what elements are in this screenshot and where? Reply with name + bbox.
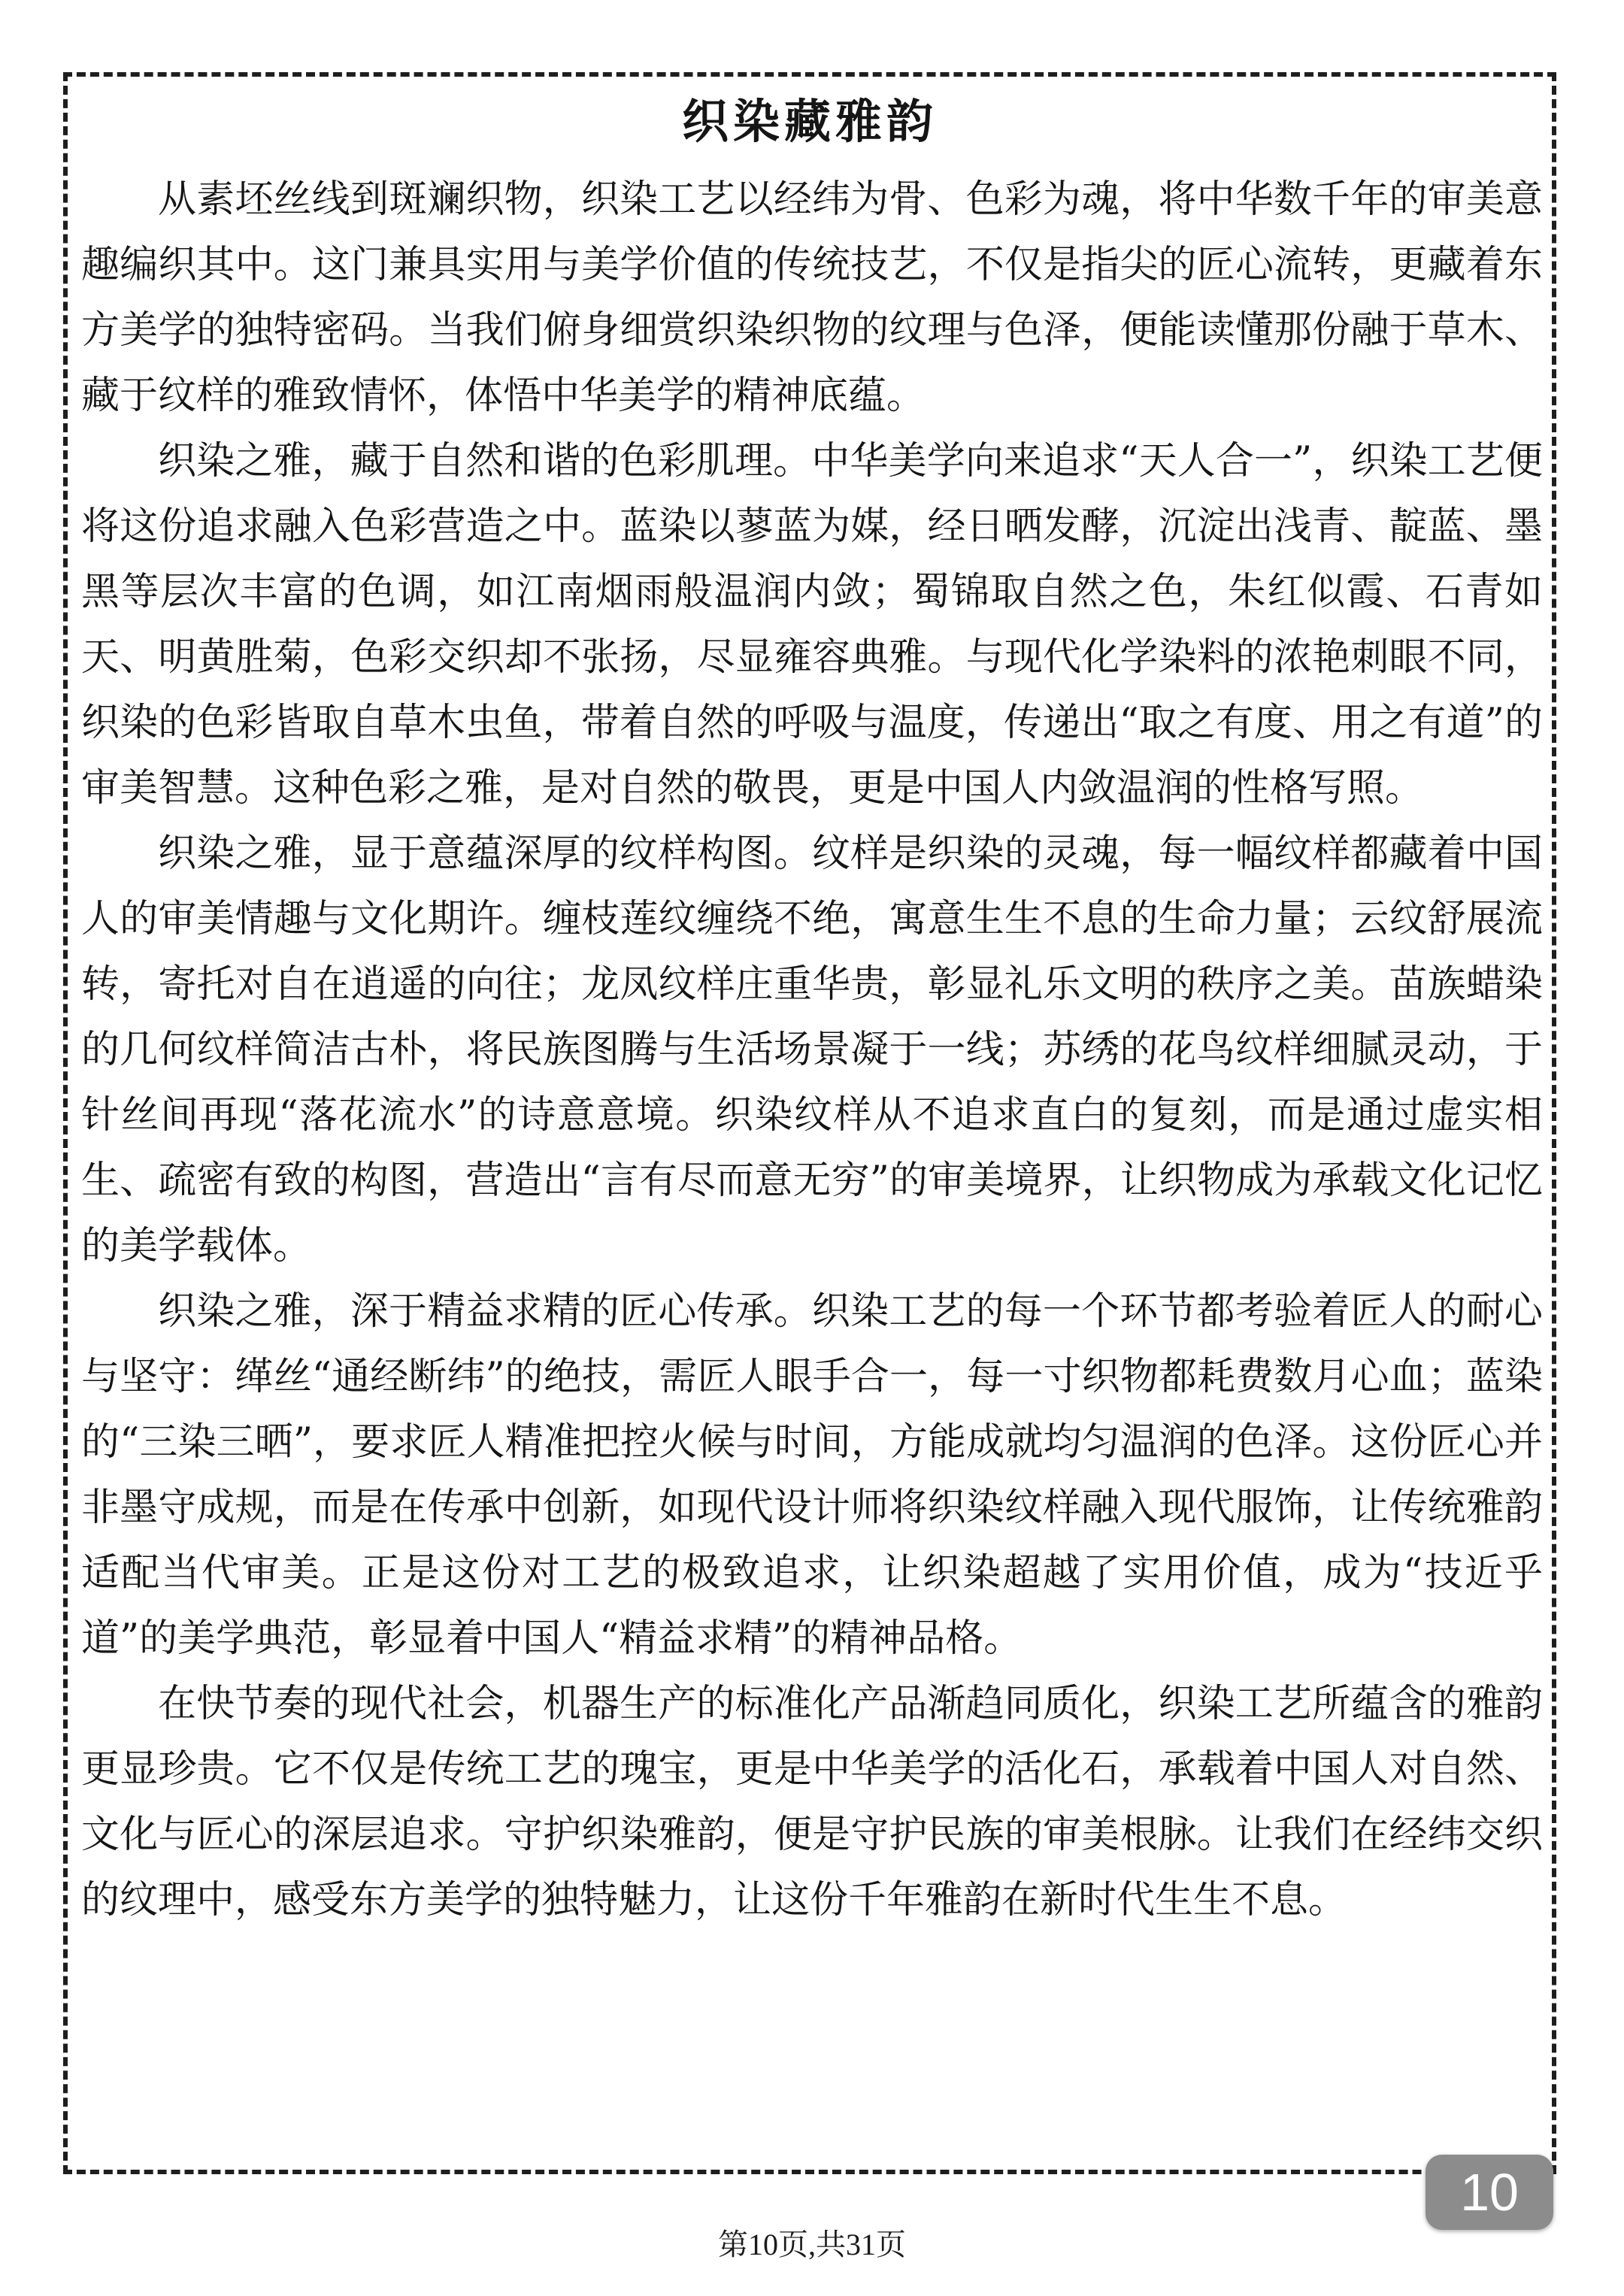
paragraph-3: 织染之雅，显于意蕴深厚的纹样构图。纹样是织染的灵魂，每一幅纹样都藏着中国人的审美情趣与文化期许。缠枝莲纹缠绕不绝，寓意生生不息的生命力量；云纹舒展流转，寄托对自在逍遥的向往；龙凤纹样庄重华贵，彰显礼乐文明的秩序之美。苗族蜡染的几何纹样简洁古朴，将民族图腾与生活场景凝于一线；苏绣的花鸟纹样细腻灵动，于针丝间再现“落花流水”的诗意意境。织染纹样从不追求直白的复刻，而是通过虚实相生、疏密有致的构图，营造出“言有尽而意无穷”的审美境界，让织物成为承载文化记忆的美学载体。 <box>81 831 1543 1268</box>
article-body <box>81 167 1543 1933</box>
page-footer: 第10页,共31页 <box>718 2228 906 2261</box>
page-title: 织染藏雅韵 <box>681 94 938 149</box>
paragraph-4: 织染之雅，深于精益求精的匠心传承。织染工艺的每一个环节都考验着匠人的耐心与坚守：缂丝“通经断纬”的绝技，需匠人眼手合一，每一寸织物都耗费数月心血；蓝染的“三染三晒”，要求匠人精准把控火候与时间，方能成就均匀温润的色泽。这份匠心并非墨守成规，而是在传承中创新，如现代设计师将织染纹样融入现代服饰，让传统雅韵适配当代审美。正是这份对工艺的极致追求，让织染超越了实用价值，成为“技近乎道”的美学典范，彰显着中国人“精益求精”的精神品格。 <box>81 1289 1543 1661</box>
paragraph-1: 从素坯丝线到斑斓织物，织染工艺以经纬为骨、色彩为魂，将中华数千年的审美意趣编织其中。这门兼具实用与美学价值的传统技艺，不仅是指尖的匠心流转，更藏着东方美学的独特密码。当我们俯身细赏织染织物的纹理与色泽，便能读懂那份融于草木、藏于纹样的雅致情怀，体悟中华美学的精神底蕴。 <box>81 177 1543 418</box>
page-number-badge: 10 <box>1426 2155 1553 2230</box>
paragraph-2: 织染之雅，藏于自然和谐的色彩肌理。中华美学向来追求“天人合一”，织染工艺便将这份追求融入色彩营造之中。蓝染以蓼蓝为媒，经日晒发酵，沉淀出浅青、靛蓝、墨黑等层次丰富的色调，如江南烟雨般温润内敛；蜀锦取自然之色，朱红似霞、石青如天、明黄胜菊，色彩交织却不张扬，尽显雍容典雅。与现代化学染料的浓艳刺眼不同，织染的色彩皆取自草木虫鱼，带着自然的呼吸与温度，传递出“取之有度、用之有道”的审美智慧。这种色彩之雅，是对自然的敬畏，更是中国人内敛温润的性格写照。 <box>81 439 1543 810</box>
paragraph-5: 在快节奏的现代社会，机器生产的标准化产品渐趋同质化，织染工艺所蕴含的雅韵更显珍贵。它不仅是传统工艺的瑰宝，更是中华美学的活化石，承载着中国人对自然、文化与匠心的深层追求。守护织染雅韵，便是守护民族的审美根脉。让我们在经纬交织的纹理中，感受东方美学的独特魅力，让这份千年雅韵在新时代生生不息。 <box>81 1682 1543 1922</box>
